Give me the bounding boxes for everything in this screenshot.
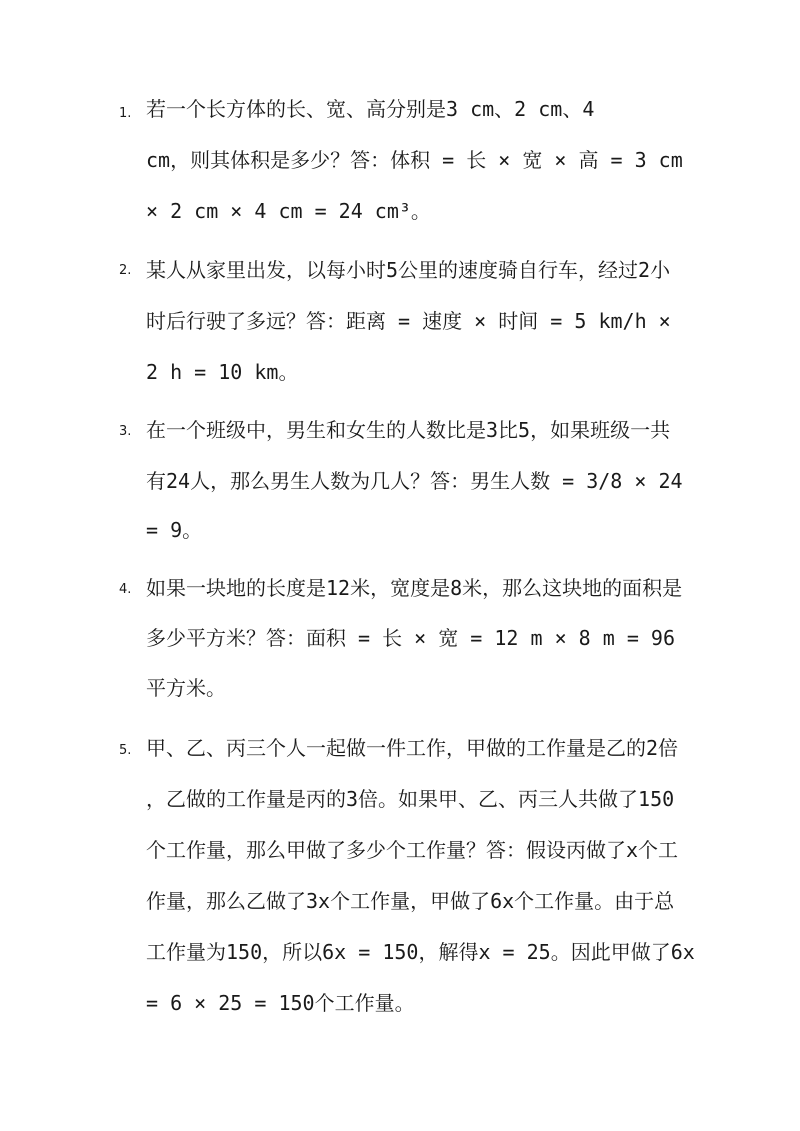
question-line: cm，则其体积是多少？答：体积 = 长 × 宽 × 高 = 3 cm [146, 148, 683, 172]
question-line: 甲、乙、丙三个人一起做一件工作，甲做的工作量是乙的2倍 [146, 736, 679, 760]
question-line: ，乙做的工作量是丙的3倍。如果甲、乙、丙三人共做了150 [146, 787, 675, 811]
question-line: = 9。 [146, 518, 203, 542]
question-line: 时后行驶了多远？答：距离 = 速度 × 时间 = 5 km/h × [146, 309, 671, 333]
question-line: 作量，那么乙做了3x个工作量，甲做了6x个工作量。由于总 [146, 889, 675, 913]
question-line: 工作量为150，所以6x = 150，解得x = 25。因此甲做了6x [146, 940, 695, 964]
question-number: 4. [119, 582, 132, 597]
question-line: × 2 cm × 4 cm = 24 cm³。 [146, 199, 431, 223]
question-line: 在一个班级中，男生和女生的人数比是3比5，如果班级一共 [146, 418, 671, 442]
question-line: 若一个长方体的长、宽、高分别是3 cm、2 cm、4 [146, 97, 595, 121]
question-line: 2 h = 10 km。 [146, 360, 299, 384]
question-line: 有24人，那么男生人数为几人？答：男生人数 = 3/8 × 24 [146, 469, 683, 493]
question-number: 1. [119, 106, 132, 121]
question-line: = 6 × 25 = 150个工作量。 [146, 991, 415, 1015]
question-number: 3. [119, 424, 132, 439]
question-line: 多少平方米？答：面积 = 长 × 宽 = 12 m × 8 m = 96 [146, 626, 675, 650]
question-line: 如果一块地的长度是12米，宽度是8米，那么这块地的面积是 [146, 576, 683, 600]
question-number: 2. [119, 263, 132, 278]
question-line: 某人从家里出发，以每小时5公里的速度骑自行车，经过2小 [146, 258, 671, 282]
question-line: 个工作量，那么甲做了多少个工作量？答：假设丙做了x个工 [146, 838, 679, 862]
question-number: 5. [119, 743, 132, 758]
question-line: 平方米。 [146, 676, 226, 700]
